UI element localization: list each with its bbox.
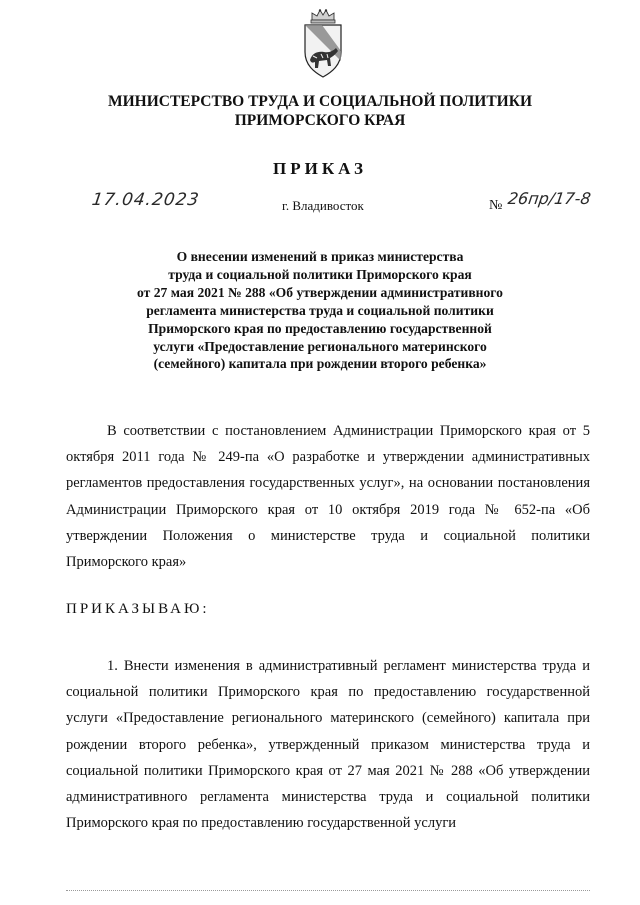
ministry-name (60, 92, 580, 130)
order-date: 17.04.2023 (90, 190, 201, 210)
subject-line: труда и социальной политики Приморского края (168, 266, 472, 282)
order-number-label: № (489, 198, 503, 213)
order-word: ПРИКАЗЫВАЮ: (66, 601, 210, 617)
subject-line: услуги «Предоставление регионального материнского (153, 338, 487, 354)
subject-line: регламента министерства труда и социальной политики (146, 302, 494, 318)
ministry-name-line-1: МИНИСТЕРСТВО ТРУДА И СОЦИАЛЬНОЙ ПОЛИТИКИ (107, 93, 533, 110)
coat-of-arms-icon (298, 8, 348, 80)
ministry-name-line-2: ПРИМОРСКОГО КРАЯ (234, 112, 406, 129)
subject-line: от 27 мая 2021 № 288 «Об утверждении административного (137, 284, 503, 300)
subject-line: (семейного) капитала при рождении второго ребенка» (153, 356, 487, 372)
order-subject (100, 248, 540, 373)
order-item-1: 1. Внести изменения в административный регламент министерства труда и социальной политики Приморского края по предоставлению государственной услуги «Предоставление регионального материнского (семейного) капитала при рождении второго ребенка», утвержденный приказом министерства труда и социальной политики Приморского края от 27 мая 2021 № 288 «Об утверждении административного регламента министерства труда и социальной политики Приморского края по предоставлению государственной услуги (66, 658, 590, 832)
subject-line: Приморского края по предоставлению государственной (148, 320, 492, 336)
order-number: 26пр/17-8 (506, 189, 593, 208)
city: г. Владивосток (282, 198, 364, 213)
document-type: ПРИКАЗ (273, 159, 367, 178)
subject-line: О внесении изменений в приказ министерства (176, 249, 464, 264)
scan-artifact-line (66, 890, 590, 893)
preamble-paragraph: В соответствии с постановлением Администрации Приморского края от 5 октября 2011 года № 249-па «О разработке и утверждении административных регламентов предоставления государственных услуг», на основании постановления Администрации Приморского края от 10 октября 2019 года № 652-па «Об утверждении Положения о министерстве труда и социальной политики Приморского края» (66, 423, 590, 571)
